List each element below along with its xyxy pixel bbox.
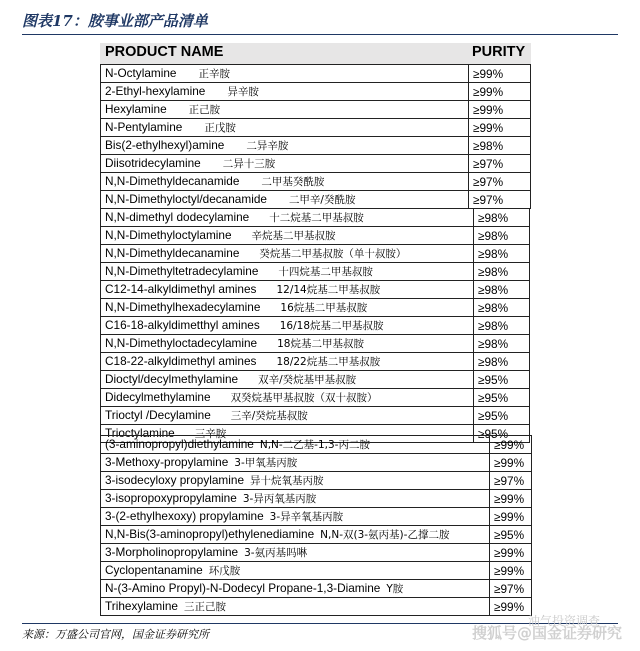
table-row [101,155,531,173]
purity-cell: ≥98% [474,245,530,263]
table-row [101,389,530,407]
purity-cell: ≥99% [490,508,532,526]
table-row [101,245,530,263]
purity-cell: ≥98% [474,353,530,371]
product-chinese-name: 三辛胺 [194,428,227,440]
purity-cell: ≥95% [474,407,530,425]
product-english-name: N,N-Dimethyloctadecylamine [105,336,258,350]
table-row [101,119,531,137]
watermark-bottom: 搜狐号@国金证券研究 [472,624,623,642]
product-chinese-name: 二异十三胺 [222,158,276,170]
product-english-name: Trihexylamine [105,599,178,613]
table-row [101,580,532,598]
product-name-cell [101,263,474,281]
product-name-cell [101,472,490,490]
product-table-block-1 [100,64,531,209]
purity-cell: ≥95% [474,371,530,389]
product-chinese-name: 正戊胺 [204,122,236,134]
purity-cell: ≥98% [474,317,530,335]
product-english-name: 3-Morpholinopropylamine [105,545,239,559]
product-english-name: N,N-Bis(3-aminopropyl)ethylenediamine [105,527,315,541]
product-chinese-name: 16烷基二甲基叔胺 [280,302,368,314]
product-chinese-name: 异辛胺 [227,86,259,98]
product-chinese-name: 异十烷氧基丙胺 [250,475,324,487]
product-chinese-name: 三正己胺 [184,601,226,613]
purity-cell: ≥98% [474,263,530,281]
product-chinese-name: 三辛/癸烷基叔胺 [230,410,308,422]
product-chinese-name: 正己胺 [188,104,221,116]
product-name-cell [101,407,474,425]
product-chinese-name: 3-异丙氧基丙胺 [242,493,317,505]
table-row [101,173,531,191]
product-english-name: N,N-Dimethyldecanamide [105,174,240,188]
product-chinese-name: 3-氨丙基吗啉 [244,547,308,559]
purity-cell: ≥95% [490,526,532,544]
product-english-name: Diisotridecylamine [105,156,201,170]
product-chinese-name: 18/22烷基二甲基叔胺 [276,356,381,368]
product-chinese-name: 二异辛胺 [246,140,289,152]
purity-cell: ≥95% [474,425,530,443]
product-name-cell [101,245,474,263]
product-english-name: N,N-Dimethyltetradecylamine [105,264,259,278]
table-row [101,263,530,281]
purity-cell: ≥98% [474,209,530,227]
product-name-cell [101,227,474,245]
product-name-cell [101,436,490,454]
purity-cell: ≥99% [490,436,532,454]
table-row [101,281,530,299]
purity-cell: ≥97% [469,191,531,209]
purity-cell: ≥98% [474,227,530,245]
purity-cell: ≥97% [469,155,531,173]
product-english-name: (3-aminopropyl)diethylamine [105,437,254,451]
purity-cell: ≥99% [469,65,531,83]
table-row [101,407,530,425]
purity-cell: ≥99% [490,598,532,616]
figure-title: 图表17：胺事业部产品清单 [22,8,618,35]
product-chinese-name: 环戊胺 [208,565,241,577]
product-chinese-name: 癸烷基二甲基叔胺（单十叔胺） [259,248,407,260]
product-name-cell [101,209,474,227]
product-english-name: N-Pentylamine [105,120,183,134]
purity-cell: ≥99% [469,83,531,101]
product-name-cell [101,580,490,598]
purity-cell: ≥97% [469,173,531,191]
product-name-cell [101,526,490,544]
product-name-cell [101,508,490,526]
product-name-cell [101,137,469,155]
table-row [101,83,531,101]
product-english-name: Trioctyl /Decylamine [105,408,211,422]
product-chinese-name: 十四烷基二甲基叔胺 [278,266,373,278]
purity-cell: ≥99% [490,562,532,580]
table-row [101,65,531,83]
product-english-name: N,N-Dimethyloctylamine [105,228,232,242]
product-english-name: 3-isodecyloxy propylamine [105,473,245,487]
purity-cell: ≥99% [469,119,531,137]
product-name-cell [101,544,490,562]
product-english-name: 2-Ethyl-hexylamine [105,84,206,98]
product-english-name: C12-14-alkyldimethyl amines [105,282,257,296]
product-name-cell [101,335,474,353]
product-name-cell [101,119,469,137]
product-name-cell [101,173,469,191]
product-chinese-name: 十二烷基二甲基叔胺 [269,212,364,224]
table-header [100,43,531,64]
product-english-name: Trioctylamine [105,426,175,440]
product-name-cell [101,389,474,407]
product-name-cell [101,353,474,371]
product-chinese-name: 双癸烷基甲基叔胺（双十叔胺） [230,392,378,404]
product-chinese-name: 16/18烷基二甲基叔胺 [279,320,384,332]
product-english-name: 3-Methoxy-propylamine [105,455,229,469]
product-english-name: Bis(2-ethylhexyl)amine [105,138,225,152]
product-table-block-2 [100,208,530,443]
product-english-name: N,N-dimethyl dodecylamine [105,210,250,224]
product-name-cell [101,490,490,508]
purity-cell: ≥98% [474,281,530,299]
table-row [101,209,530,227]
purity-cell: ≥99% [490,544,532,562]
table-row [101,472,532,490]
table-row [101,317,530,335]
product-chinese-name: 二甲辛/癸酰胺 [288,194,356,206]
product-name-cell [101,317,474,335]
purity-cell: ≥97% [490,472,532,490]
purity-cell: ≥99% [490,454,532,472]
product-english-name: Didecylmethylamine [105,390,211,404]
product-english-name: C18-22-alkyldimethyl amines [105,354,257,368]
product-english-name: Cyclopentanamine [105,563,203,577]
watermark-top: 油气投资调查 [528,614,601,628]
product-chinese-name: 12/14烷基二甲基叔胺 [276,284,381,296]
header-product-name: PRODUCT NAME [105,44,224,60]
purity-cell: ≥99% [490,490,532,508]
product-chinese-name: Y胺 [386,583,404,595]
product-name-cell [101,598,490,616]
product-english-name: C16-18-alkyldimetthyl amines [105,318,260,332]
table-row [101,598,532,616]
product-name-cell [101,101,469,119]
product-chinese-name: 双辛/癸烷基甲基叔胺 [258,374,357,386]
product-table-block-3 [100,435,532,616]
table-row [101,544,532,562]
table-row [101,526,532,544]
table-row [101,436,532,454]
table-row [101,101,531,119]
product-name-cell [101,371,474,389]
purity-cell: ≥97% [490,580,532,598]
purity-cell: ≥98% [474,299,530,317]
product-chinese-name: 二甲基癸酰胺 [261,176,325,188]
product-chinese-name: 正辛胺 [198,68,230,80]
source-note: 来源：万盛公司官网，国金证券研究所 [22,623,618,646]
product-english-name: N,N-Dimethyloctyl/decanamide [105,192,267,206]
product-english-name: 3-(2-ethylhexoxy) propylamine [105,509,264,523]
product-english-name: Dioctyl/decylmethylamine [105,372,239,386]
product-english-name: N,N-Dimethyldecanamine [105,246,240,260]
product-name-cell [101,299,474,317]
product-english-name: N-(3-Amino Propyl)-N-Dodecyl Propane-1,3-Diamine [105,581,381,595]
product-name-cell [101,191,469,209]
product-chinese-name: N,N-二乙基-1,3-丙二胺 [259,439,370,451]
product-english-name: Hexylamine [105,102,167,116]
product-name-cell [101,65,469,83]
product-name-cell [101,281,474,299]
table-row [101,299,530,317]
table-row [101,508,532,526]
product-name-cell [101,454,490,472]
purity-cell: ≥95% [474,389,530,407]
table-row [101,490,532,508]
table-row [101,191,531,209]
product-chinese-name: 18烷基二甲基叔胺 [277,338,364,350]
product-chinese-name: 3-异辛氧基丙胺 [269,511,344,523]
product-chinese-name: 辛烷基二甲基叔胺 [251,230,336,242]
purity-cell: ≥98% [474,335,530,353]
product-english-name: N,N-Dimethylhexadecylamine [105,300,261,314]
table-row [101,562,532,580]
table-row [101,371,530,389]
product-name-cell [101,562,490,580]
product-english-name: N-Octylamine [105,66,177,80]
header-purity: PURITY [472,44,526,60]
product-name-cell [101,155,469,173]
product-chinese-name: N,N-双(3-氨丙基)-乙撑二胺 [320,529,450,541]
product-english-name: 3-isopropoxypropylamine [105,491,237,505]
table-row [101,353,530,371]
product-name-cell [101,83,469,101]
purity-cell: ≥98% [469,137,531,155]
product-chinese-name: 3-甲氧基丙胺 [234,457,298,469]
table-row [101,335,530,353]
table-row [101,137,531,155]
purity-cell: ≥99% [469,101,531,119]
table-row [101,227,530,245]
table-row [101,454,532,472]
